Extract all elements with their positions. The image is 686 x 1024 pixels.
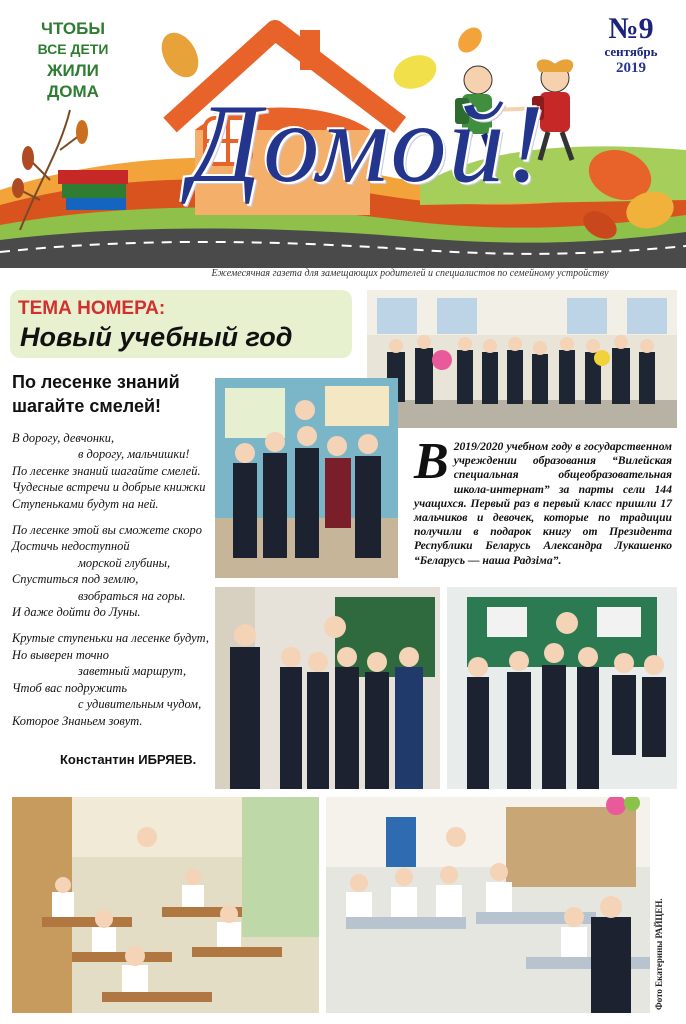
poem-line: Чтоб вас подружить [12, 680, 127, 695]
poem-body [12, 430, 217, 729]
photo-classroom-desks [12, 797, 319, 1013]
poem-line: Спуститься под землю, [12, 572, 139, 587]
masthead [0, 0, 686, 268]
stanza-gap [12, 512, 217, 522]
poem-title [12, 370, 212, 418]
poem-author: Константин ИБРЯЕВ. [60, 752, 197, 767]
photo-school-line [367, 290, 677, 428]
poem-line: По лесенке этой вы сможете скоро [12, 523, 202, 538]
poem-line: По лесенке знаний шагайте смелей. [12, 463, 201, 478]
poem-line: Которое Знаньем зовут. [12, 713, 143, 728]
issue-month: сентябрь [604, 44, 658, 59]
issue-number: №9 [608, 12, 654, 45]
issue-info [596, 14, 666, 76]
photo-classroom-books [326, 797, 650, 1013]
stanza-gap [12, 620, 217, 630]
tagline: Ежемесячная газета для замещающих родителей и специалистов по семейному устройству [211, 268, 609, 279]
poem-title-line: шагайте смелей! [12, 396, 162, 416]
theme-title: Новый учебный год [20, 322, 293, 352]
slogan-line: ДОМА [47, 82, 99, 101]
slogan-line: ЖИЛИ [47, 61, 99, 80]
poem-line: В дорогу, девчонки, [12, 431, 115, 445]
poem-line: Чудесные встречи и добрые книжки [12, 480, 206, 495]
slogan-line: ЧТОБЫ [41, 19, 105, 38]
article-body [414, 433, 672, 568]
poem-line: Но выверен точно [12, 647, 109, 662]
slogan-line: ВСЕ ДЕТИ [37, 41, 109, 57]
poem-line: И даже дойти до Луны. [12, 605, 141, 620]
poem-line: в дорогу, мальчишки! [78, 447, 190, 462]
slogan [30, 18, 116, 102]
photo-credit: Фото Екатерины РАЙЦЕН. [654, 898, 664, 1010]
poem-line: морской глубины, [78, 555, 171, 570]
theme-label: ТЕМА НОМЕРА: [18, 298, 166, 319]
photo-class-girl [215, 378, 398, 578]
poem-line: Крутые ступеньки на лесенке будут, [12, 631, 209, 646]
poem-line: Достичь недоступной [12, 539, 130, 554]
article-dropcap: В [414, 433, 449, 490]
poem-line: взобраться на горы. [78, 588, 186, 603]
newspaper-logo: Домой! [190, 82, 546, 206]
article-text: 2019/2020 учебном году в государственном учреждении образования “Вилейская специальная общеобразовательная школа-интернат” за парты сели 144 учащихся. Первый раз в первый класс пришли 17 мальчиков и девочек, которые по традиции получили в подарок книгу от Президента Республики Беларусь Александра Лукашенко “Беларусь — наша Радзіма”. [414, 440, 672, 567]
poem-line: Ступеньками будут на ней. [12, 496, 159, 511]
photo-class-board [447, 587, 677, 789]
issue-year: 2019 [616, 60, 646, 76]
poem-line: с удивительным чудом, [78, 697, 202, 712]
photo-class-teacher [215, 587, 440, 789]
poem-line: заветный маршрут, [78, 664, 187, 679]
poem-title-line: По лесенке знаний [12, 372, 180, 392]
